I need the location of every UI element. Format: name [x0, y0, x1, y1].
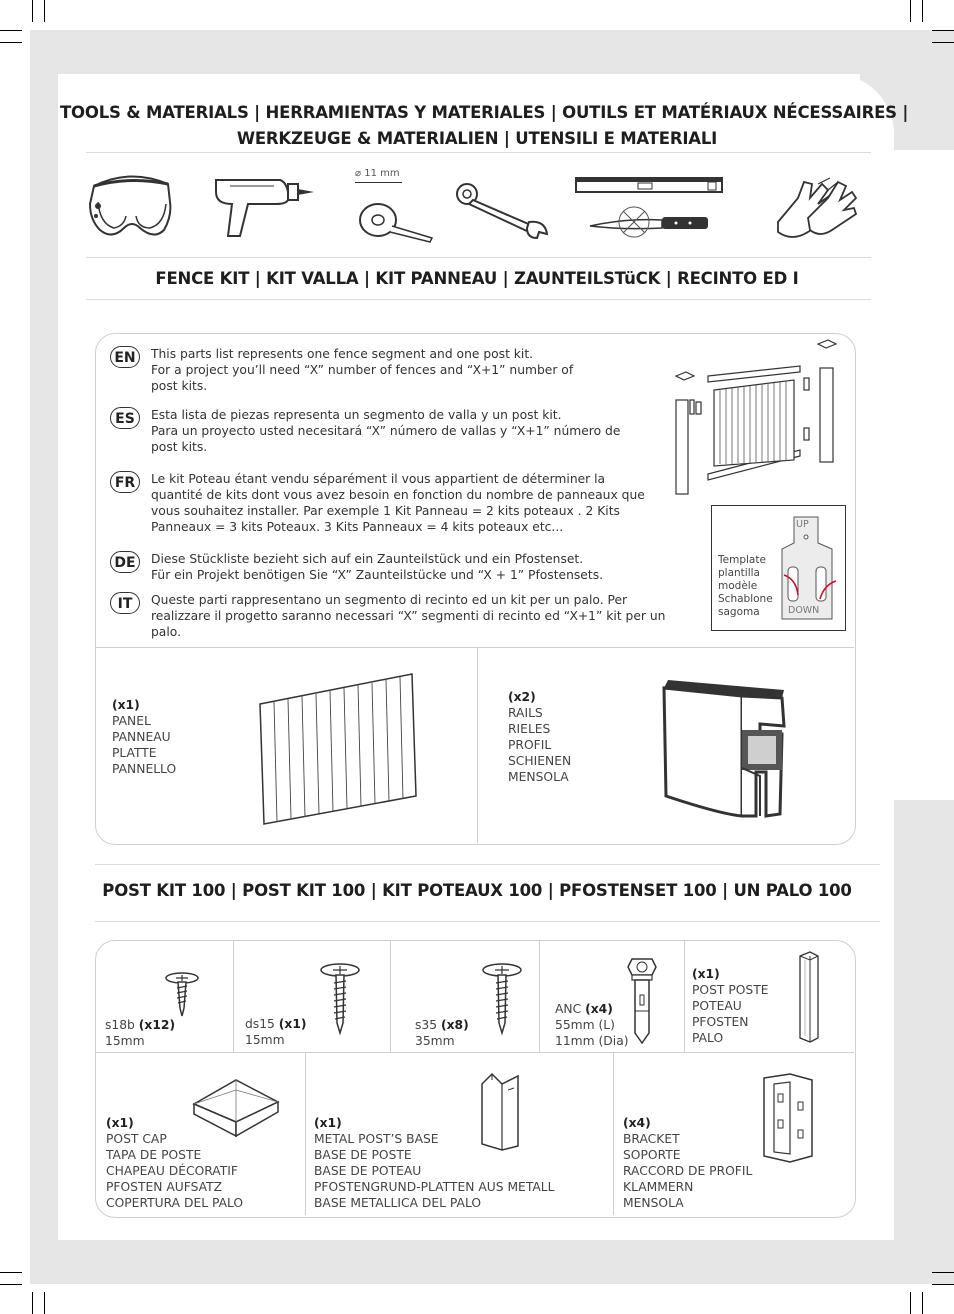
divider — [95, 921, 880, 922]
lang-badge-it: IT — [110, 592, 140, 614]
anchor-qty: (x4) — [585, 1002, 613, 1016]
fence-kit-header: FENCE KIT | KIT VALLA | KIT PANNEAU | ZAUNTEILSTüCK | RECINTO ED I — [155, 269, 799, 288]
lang-badge-es: ES — [110, 407, 140, 429]
screw-ds15-size: 15mm — [245, 1033, 285, 1047]
post-cap-qty: (x1) — [106, 1116, 134, 1130]
level-icon — [574, 176, 724, 198]
divider — [613, 1053, 614, 1215]
lang-badge-en: EN — [110, 346, 140, 368]
template-down-label: DOWN — [788, 605, 820, 616]
bracket-icon — [760, 1070, 816, 1164]
screw-s18b-qty: (x12) — [138, 1018, 176, 1032]
divider — [390, 941, 391, 1052]
template-up-label: UP — [796, 519, 809, 530]
anchor-code: ANC — [555, 1002, 582, 1016]
screw-s35-icon — [480, 963, 524, 1035]
panel-description — [112, 697, 176, 777]
drill-bit-size-text: 11 mm — [364, 168, 400, 179]
post-names: POST POSTE POTEAU PFOSTEN PALO — [692, 983, 769, 1045]
knife-icon — [586, 202, 712, 242]
anchor-size-length: 55mm (L) — [555, 1018, 615, 1032]
intro-text-de: Diese Stückliste bezieht sich auf ein Zaunteilstück und ein Pfostenset. Für ein Projekt benötigen Sie “X” Zaunteilstücke und “X + 1” Pfostensets. — [151, 552, 604, 582]
gloves-icon — [768, 172, 858, 246]
divider — [86, 299, 871, 300]
divider — [305, 1053, 306, 1215]
rails-qty: (x2) — [508, 690, 536, 704]
intro-text-en: This parts list represents one fence segment and one post kit. For a project you’ll need “X” number of fences and “X+1” number of post kits. — [151, 347, 574, 393]
screw-s35-size: 35mm — [415, 1034, 455, 1048]
divider — [684, 941, 685, 1052]
divider — [96, 1052, 854, 1053]
drill-bit-line — [355, 182, 402, 183]
drill-bit-size: ⌀ 11 mm — [355, 168, 400, 179]
divider — [477, 647, 478, 843]
lang-badge-de: DE — [110, 551, 140, 573]
tools-header-line1: TOOLS & MATERIALS | HERRAMIENTAS Y MATERIALES | OUTILS ET MATÉRIAUX NÉCESSAIRES | — [60, 103, 909, 122]
screw-s18b-size: 15mm — [105, 1034, 145, 1048]
anchor-description — [555, 1001, 629, 1049]
screw-s18b-code: s18b — [105, 1018, 135, 1032]
panel-qty: (x1) — [112, 698, 140, 712]
post-description — [692, 966, 769, 1046]
tools-header-line2: WERKZEUGE & MATERIALIEN | UTENSILI E MATERIALI — [236, 129, 718, 148]
metal-base-icon — [476, 1070, 524, 1152]
panel-illustration — [256, 672, 418, 826]
anchor-bolt-icon — [624, 955, 660, 1047]
lang-badge-fr: FR — [110, 471, 140, 493]
post-cap-names: POST CAP TAPA DE POSTE CHAPEAU DÉCORATIF PFOSTEN AUFSATZ COPERTURA DEL PALO — [106, 1132, 244, 1210]
tape-measure-icon — [356, 198, 438, 244]
divider — [86, 152, 871, 153]
post-icon — [796, 950, 822, 1044]
bracket-qty: (x4) — [623, 1116, 651, 1130]
rails-names: RAILS RIELES PROFIL SCHIENEN MENSOLA — [508, 706, 572, 784]
template-labels: Template plantilla modèle Schablone sagoma — [718, 554, 773, 618]
panel-names: PANEL PANNEAU PLATTE PANNELLO — [112, 714, 177, 776]
fence-assembly-diagram — [668, 336, 844, 498]
anchor-size-diameter: 11mm (Dia) — [555, 1034, 629, 1048]
intro-text-fr: Le kit Poteau étant vendu séparément il vous appartient de déterminer la quantité de kits dont vous avez besoin en fonction du nombre de panneaux que vous souhaitez installer. Par exemple 1 Kit Panneau = 2 kits poteaux . 2 Kits Panneaux = 3 kits Poteaux. 3 Kits Panneaux = 4 kits poteaux etc... — [151, 472, 645, 534]
post-kit-header: POST KIT 100 | POST KIT 100 | KIT POTEAUX 100 | PFOSTENSET 100 | UN PALO 100 — [102, 881, 852, 900]
screw-s35-code: s35 — [415, 1018, 438, 1032]
bracket-names: BRACKET SOPORTE RACCORD DE PROFIL KLAMMERN MENSOLA — [623, 1132, 753, 1210]
rails-description — [508, 689, 571, 785]
rails-illustration — [660, 676, 788, 822]
metal-base-names: METAL POST’S BASE BASE DE POSTE BASE DE POTEAU PFOSTENGRUND-PLATTEN AUS METALL BASE METALLICA DEL PALO — [314, 1132, 555, 1210]
divider — [86, 257, 871, 258]
page-background-top — [30, 30, 954, 74]
page-background-bottom — [30, 1240, 954, 1284]
post-qty: (x1) — [692, 967, 720, 981]
divider — [96, 647, 854, 648]
screw-ds15-icon — [318, 963, 362, 1035]
intro-text-it: Queste parti rappresentano un segmento di recinto ed un kit per un palo. Per realizzare il progetto saranno necessari “X” segmenti di recinto ed “X+1” kit per un palo. — [151, 593, 666, 639]
screw-ds15-code: ds15 — [245, 1017, 275, 1031]
divider — [539, 941, 540, 1052]
post-cap-icon — [190, 1078, 282, 1138]
screw-s18b-description — [105, 1017, 175, 1049]
divider — [95, 864, 880, 865]
divider — [233, 941, 234, 1052]
wrench-icon — [455, 182, 551, 240]
intro-text-es: Esta lista de piezas representa un segmento de valla y un post kit. Para un proyecto usted necesitará “X” número de vallas y “X+1” número de post kits. — [151, 408, 621, 454]
bracket-description — [623, 1115, 752, 1211]
screw-ds15-description — [245, 1016, 307, 1048]
screw-s35-description — [415, 1017, 469, 1049]
goggles-icon — [84, 172, 178, 244]
screw-s35-qty: (x8) — [440, 1018, 469, 1032]
screw-s18b-icon — [164, 972, 200, 1018]
screw-ds15-qty: (x1) — [278, 1017, 307, 1031]
drill-icon — [210, 172, 316, 242]
metal-base-qty: (x1) — [314, 1116, 342, 1130]
